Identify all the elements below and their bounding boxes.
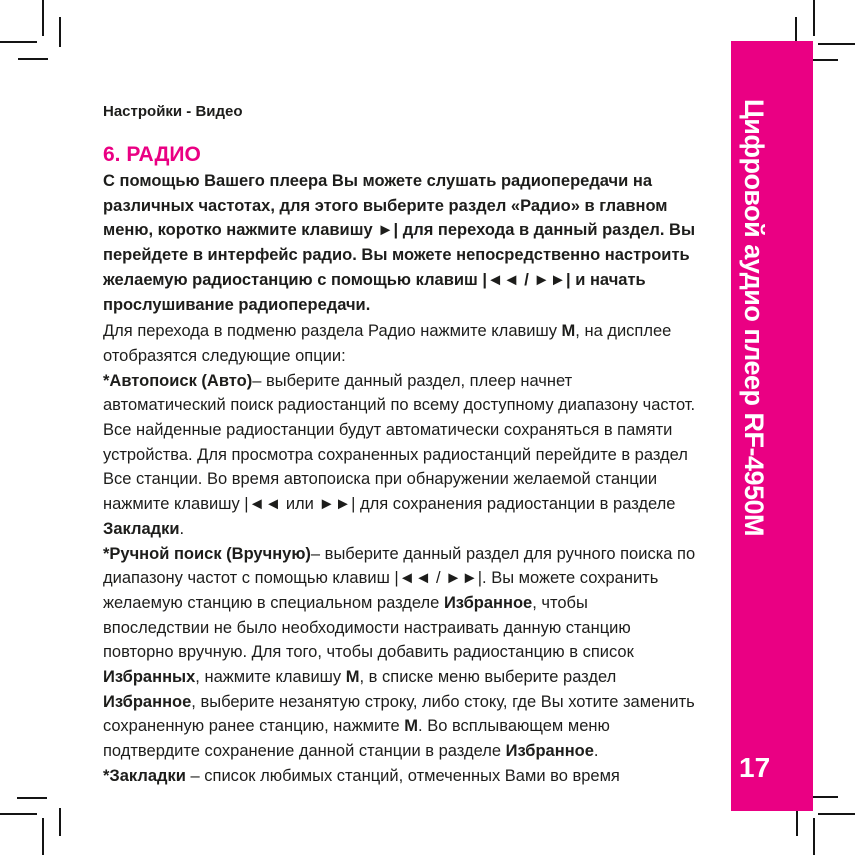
page-number: 17 [739,752,771,783]
bold-term: Закладки [103,519,180,538]
text-segment: . Во всплывающем меню подтвердите сохранение данной станции в разделе [103,717,610,761]
bold-term: Избранных [103,668,196,687]
crop-mark-top-left-h [0,41,37,43]
bold-term: М [561,322,576,341]
manual-search-paragraph [103,542,697,764]
sidebar-title: Цифровой аудио плеер RF-4950M [739,99,769,537]
bold-term: *Автопоиск (Авто) [103,371,253,390]
crop-mark-top-right-v [813,0,815,36]
text-segment: – список любимых станций, отмеченных Вами во время [185,766,620,785]
text-segment: . [593,742,599,761]
bold-term: Избранное [443,593,533,612]
bookmarks-paragraph [103,764,697,789]
bold-term: Избранное [103,692,192,711]
page-content [103,103,697,789]
bold-term: М [345,668,360,687]
text-segment: – выберите данный раздел, плеер начнет автоматический поиск радиостанций по всему доступному диапазону частот. Все найденные радиостанции будут автоматически сохраняться в памяти устройства. Для просмотра сохраненных радиостанций перейдите в раздел Все станции. Во время автопоиска при обнаружении желаемой станции нажмите клавишу |◄◄ или ►►| для сохранения радиостанции в разделе [103,371,696,514]
intro-paragraph: С помощью Вашего плеера Вы можете слушать радиопередачи на различных частотах, для этого выберите раздел «Радио» в главном меню, коротко нажмите клавишу ►| для перехода в данный раздел. Вы перейдете в интерфейс радио. Вы можете непосредственно настроить желаемую радиостанцию с помощью клавиш |◄◄ / ►►| и начать прослушивание радиопередачи. [103,172,696,314]
text-segment: – выберите данный раздел для ручного поиска по диапазону частот с помощью клавиш |◄◄ / ►►|. Вы можете сохранить желаемую станцию в специальном разделе [103,544,696,612]
crop-mark-top-left-v [42,0,44,36]
bold-term: *Закладки [103,766,186,785]
submenu-paragraph [103,319,697,368]
text-segment: , выберите незанятую строку, либо стоку, где Вы хотите заменить сохраненную ранее станцию, нажмите [103,692,695,736]
bold-term: Избранное [505,742,594,761]
crop-mark-top-left-v2 [59,17,61,47]
crop-mark-top-left-h2 [18,58,48,60]
crop-mark-bottom-right-h2 [818,813,855,815]
crop-mark-bottom-left-v [42,818,44,855]
crop-mark-bottom-left-h [17,797,47,799]
text-segment: . [179,519,185,538]
autosearch-paragraph [103,369,697,542]
crop-mark-bottom-right-v [796,811,798,836]
text-segment: , в списке меню выберите раздел [359,668,617,687]
bold-term: М [404,717,419,736]
text-segment: Для перехода в подменю раздела Радио нажмите клавишу [103,322,562,341]
crop-mark-bottom-left-h2 [0,813,37,815]
section-title: 6. РАДИО [103,143,201,166]
breadcrumb: Настройки - Видео [103,103,243,120]
crop-mark-top-right-h [818,43,855,45]
crop-mark-bottom-left-v2 [59,808,61,836]
text-segment: , на дисплее отобразятся следующие опции: [103,322,672,365]
crop-mark-bottom-right-v2 [813,818,815,855]
sidebar-tab [731,41,813,811]
text-segment: , чтобы впоследствии не было необходимости настраивать данную станцию повторно вручную. Для того, чтобы добавить радиостанцию в список [103,593,634,662]
bold-term: *Ручной поиск (Вручную) [103,544,311,563]
text-segment: , нажмите клавишу [195,668,346,687]
